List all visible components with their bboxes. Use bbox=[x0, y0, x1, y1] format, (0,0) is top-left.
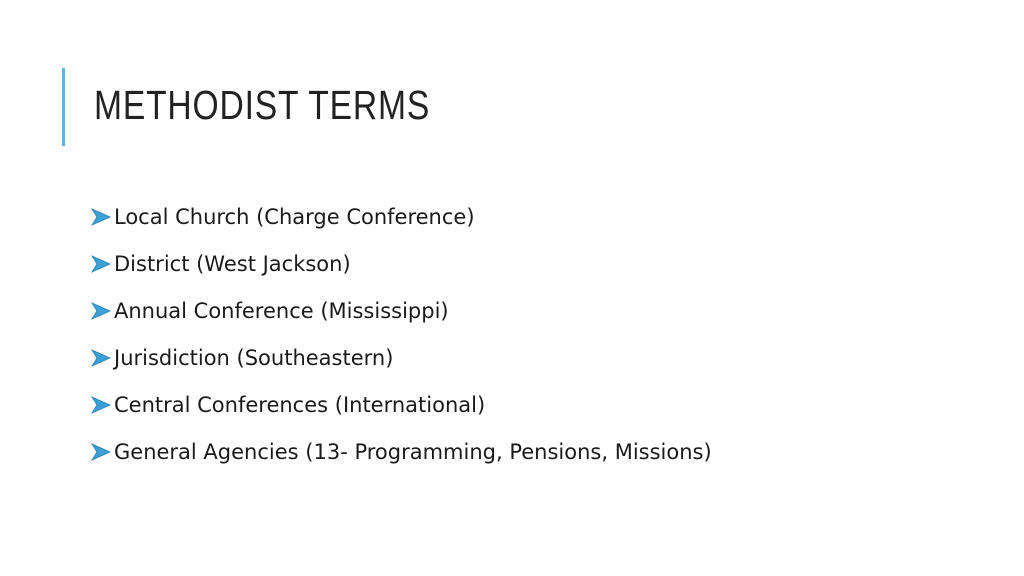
bullet-text: Local Church (Charge Conference) bbox=[114, 204, 475, 229]
bullet-list bbox=[90, 193, 712, 475]
bullet-text: District (West Jackson) bbox=[114, 251, 351, 276]
list-item bbox=[90, 287, 712, 334]
list-item bbox=[90, 381, 712, 428]
arrowhead-bullet-icon bbox=[90, 395, 112, 415]
arrowhead-bullet-icon bbox=[90, 442, 112, 462]
arrowhead-bullet-icon bbox=[90, 348, 112, 368]
arrowhead-bullet-icon bbox=[90, 301, 112, 321]
list-item bbox=[90, 240, 712, 287]
bullet-text: Jurisdiction (Southeastern) bbox=[114, 345, 394, 370]
bullet-text: Annual Conference (Mississippi) bbox=[114, 298, 449, 323]
bullet-text: Central Conferences (International) bbox=[114, 392, 486, 417]
arrowhead-bullet-icon bbox=[90, 207, 112, 227]
bullet-text: General Agencies (13- Programming, Pensions, Missions) bbox=[114, 439, 712, 464]
title-accent-bar bbox=[62, 68, 65, 146]
arrowhead-bullet-icon bbox=[90, 254, 112, 274]
list-item bbox=[90, 193, 712, 240]
list-item bbox=[90, 334, 712, 381]
list-item bbox=[90, 428, 712, 475]
slide-title: METHODIST TERMS bbox=[94, 82, 431, 128]
